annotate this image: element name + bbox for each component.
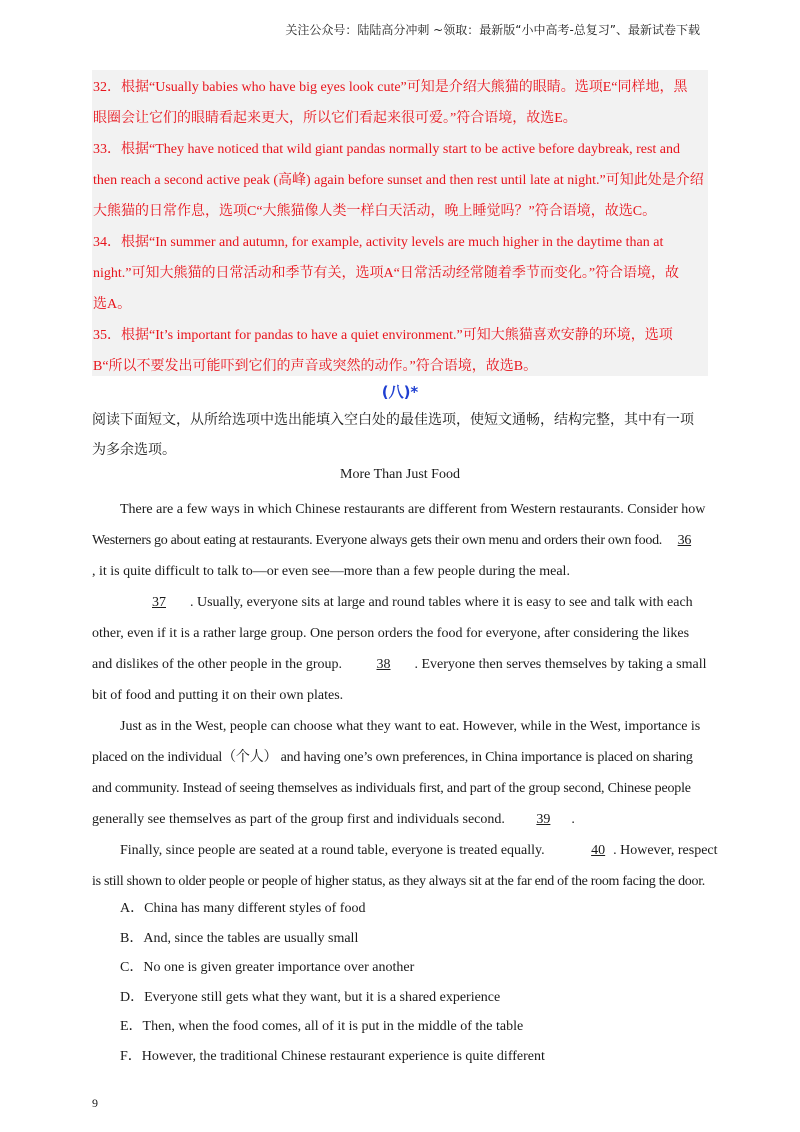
passage-text: , it is quite difficult to talk to—or even see—more than a few people during the meal. <box>92 564 570 579</box>
passage-line <box>92 649 742 680</box>
answer-line: 34．根据“In summer and autumn, for example, activity levels are much higher in the daytime than at <box>93 235 664 250</box>
passage-line <box>92 680 742 711</box>
passage-text: other, even if it is a rather large group. One person orders the food for everyone, after considering the likes <box>92 626 690 641</box>
option-c: C．No one is given greater importance over another <box>120 960 415 976</box>
answer-line: then reach a second active peak (高峰) again before sunset and then rest until late at night.”可知此处是介绍 <box>93 173 704 188</box>
page-number: 9 <box>92 1096 98 1110</box>
option-f: F．However, the traditional Chinese restaurant experience is quite different <box>120 1048 545 1064</box>
instructions-line: 阅读下面短文，从所给选项中选出能填入空白处的最佳选项，使短文通畅，结构完整，其中有一项 <box>92 413 694 428</box>
passage-text: . Usually, everyone sits at large and round tables where it is easy to see and talk with each <box>190 595 693 610</box>
blank-38: 38 <box>376 657 391 672</box>
page-header: 关注公众号：陆陆高分冲刺 ~领取：最新版“小中高考-总复习”、最新试卷下载 <box>285 23 700 37</box>
option-d: D．Everyone still gets what they want, but it is a shared experience <box>120 989 501 1005</box>
option-b: B．And, since the tables are usually small <box>120 930 359 946</box>
passage-text: . However, respect <box>613 843 718 858</box>
passage-text: There are a few ways in which Chinese restaurants are different from Western restaurants. Consider how <box>120 502 706 517</box>
passage <box>92 494 742 897</box>
passage-text: Westerners go about eating at restaurants. Everyone always gets their own menu and orders their own food. <box>92 533 662 548</box>
passage-line <box>92 618 742 649</box>
answer-explanations <box>92 70 708 376</box>
passage-title: More Than Just Food <box>340 467 460 482</box>
instructions-line: 为多余选项。 <box>92 443 176 458</box>
passage-text: Finally, since people are seated at a round table, everyone is treated equally. <box>120 843 545 858</box>
passage-line <box>92 866 742 897</box>
blank-37: 37 <box>152 595 166 610</box>
passage-text: generally see themselves as part of the group first and individuals second. <box>92 812 505 827</box>
instructions <box>92 406 708 466</box>
option-a: A．China has many different styles of food <box>120 901 366 916</box>
passage-line <box>92 773 742 804</box>
section-title: (八)* <box>381 383 419 401</box>
answer-line: 32．根据“Usually babies who have big eyes look cute”可知是介绍大熊猫的眼睛。选项E“同样地，黑 <box>93 80 688 95</box>
answer-line: night.”可知大熊猫的日常活动和季节有关，选项A“日常活动经常随着季节而变化。”符合语境，故 <box>93 266 680 281</box>
passage-text: . Everyone then serves themselves by taking a small <box>414 657 707 672</box>
passage-line <box>92 711 742 742</box>
blank-39: 39 <box>536 812 551 827</box>
answer-line: B“所以不要发出可能吓到它们的声音或突然的动作。”符合语境，故选B。 <box>93 359 538 374</box>
passage-line: generally see themselves as part of the group first and individuals second. 39 . <box>92 804 742 835</box>
passage-line <box>92 835 742 866</box>
passage-line <box>92 525 742 556</box>
passage-text: and dislikes of the other people in the group. <box>92 657 342 672</box>
answer-line: 35．根据“It’s important for pandas to have a quiet environment.”可知大熊猫喜欢安静的环境，选项 <box>93 328 673 343</box>
passage-line <box>92 494 742 525</box>
passage-text: Just as in the West, people can choose what they want to eat. However, while in the West, importance is <box>120 719 701 734</box>
blank-36: 36 <box>677 533 692 548</box>
passage-line <box>92 556 742 587</box>
passage-text: bit of food and putting it on their own plates. <box>92 688 344 703</box>
answer-line: 33．根据“They have noticed that wild giant pandas normally start to be active before daybreak, rest and <box>93 142 681 157</box>
passage-text: and community. Instead of seeing themselves as individuals first, and part of the group second, Chinese people <box>92 781 691 796</box>
options-list <box>120 894 545 1072</box>
blank-40: 40 <box>591 843 606 858</box>
passage-line <box>92 742 742 773</box>
passage-text: is still shown to older people or people of higher status, as they always sit at the far end of the room facing the door. <box>92 874 705 889</box>
option-e: E．Then, when the food comes, all of it is put in the middle of the table <box>120 1019 524 1035</box>
answer-line: 选A。 <box>93 297 132 312</box>
passage-line <box>92 587 742 618</box>
answer-line: 眼圈会让它们的眼睛看起来更大，所以它们看起来很可爱。”符合语境，故选E。 <box>93 111 577 126</box>
passage-text: placed on the individual（个人） and having one’s own preferences, in China importance is placed on sharing <box>92 750 693 765</box>
answer-line: 大熊猫的日常作息，选项C“大熊猫像人类一样白天活动，晚上睡觉吗？”符合语境，故选C。 <box>93 204 657 219</box>
